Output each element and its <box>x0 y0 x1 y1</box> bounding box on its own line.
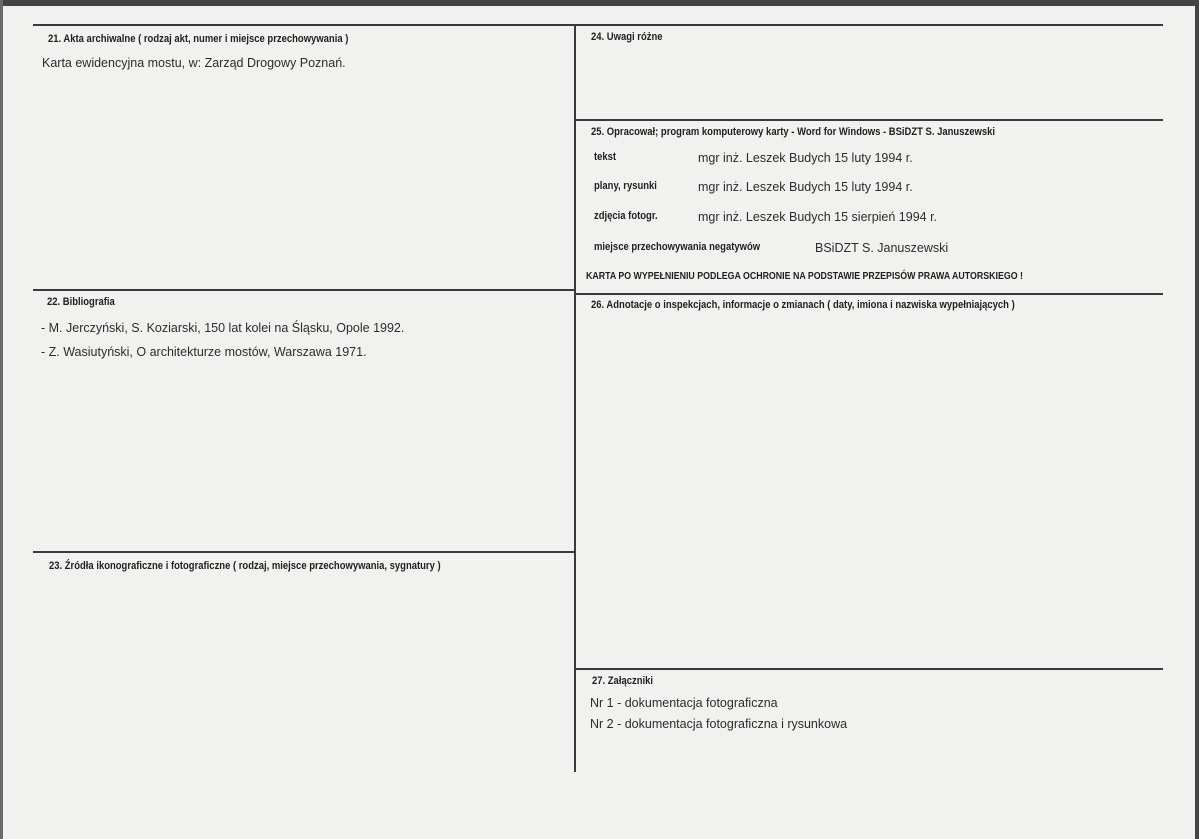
section-23-header: 23. Źródła ikonograficzne i fotograficzne ( rodzaj, miejsce przechowywania, sygnatury ) <box>49 560 441 572</box>
section-24-header: 24. Uwagi różne <box>591 31 663 43</box>
author-row-text-value: mgr inż. Leszek Budych 15 luty 1994 r. <box>698 151 913 165</box>
attachment-item-2: Nr 2 - dokumentacja fotograficzna i rysunkowa <box>590 717 848 731</box>
copyright-warning: KARTA PO WYPEŁNIENIU PODLEGA OCHRONIE NA PODSTAWIE PRZEPISÓW PRAWA AUTORSKIEGO ! <box>586 270 1023 282</box>
author-row-plans-label: plany, rysunki <box>594 180 657 192</box>
rule-25-26 <box>575 293 1163 295</box>
scan-top-edge <box>0 0 1199 6</box>
section-26-header: 26. Adnotacje o inspekcjach, informacje o zmianach ( daty, imiona i nazwiska wypełniających ) <box>591 299 1015 311</box>
author-row-photos-label: zdjęcia fotogr. <box>594 210 658 222</box>
rule-24-25 <box>575 119 1163 121</box>
rule-26-27 <box>575 668 1163 670</box>
scan-left-edge <box>0 0 3 839</box>
bibliography-item-2: - Z. Wasiutyński, O architekturze mostów, Warszawa 1971. <box>41 345 367 359</box>
section-22-header: 22. Bibliografia <box>47 296 115 308</box>
scan-right-edge <box>1195 0 1199 839</box>
author-row-plans-value: mgr inż. Leszek Budych 15 luty 1994 r. <box>698 180 913 194</box>
negatives-label: miejsce przechowywania negatywów <box>594 241 761 253</box>
bibliography-item-1: - M. Jerczyński, S. Koziarski, 150 lat kolei na Śląsku, Opole 1992. <box>41 321 405 335</box>
author-row-text-label: tekst <box>594 151 617 163</box>
rule-22-23 <box>33 551 575 553</box>
section-21-header: 21. Akta archiwalne ( rodzaj akt, numer i miejsce przechowywania ) <box>48 33 349 45</box>
attachment-item-1: Nr 1 - dokumentacja fotograficzna <box>590 696 778 710</box>
section-27-header: 27. Załączniki <box>592 675 654 687</box>
rule-21-22 <box>33 289 575 291</box>
author-row-photos-value: mgr inż. Leszek Budych 15 sierpień 1994 r. <box>698 210 938 224</box>
top-rule <box>33 24 1163 26</box>
section-25-header: 25. Opracował; program komputerowy karty - Word for Windows - BSiDZT S. Januszewski <box>591 126 995 138</box>
center-divider <box>574 24 576 772</box>
section-21-text: Karta ewidencyjna mostu, w: Zarząd Drogowy Poznań. <box>42 56 346 70</box>
negatives-value: BSiDZT S. Januszewski <box>815 241 949 255</box>
